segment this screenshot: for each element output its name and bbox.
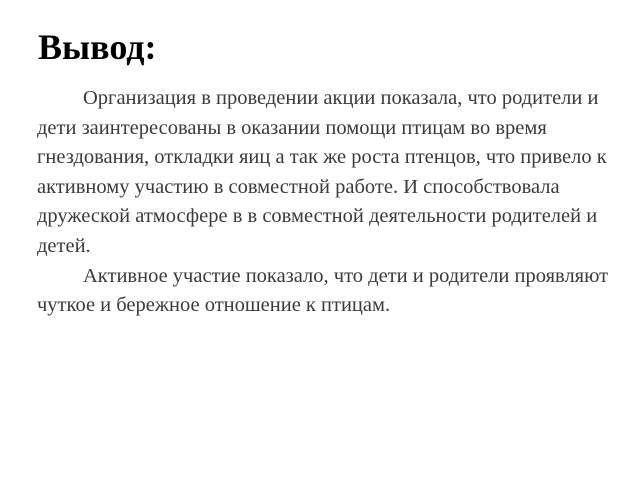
slide-body [37,84,617,321]
slide-title: Вывод: [38,27,157,67]
body-paragraph-1: Организация в проведении акции показала, что родители и дети заинтересованы в оказании помощи птицам во время гнездования, откладки яиц а так же роста птенцов, что привело к активному участию в совместной работе. И способствовала дружеской атмосфере в в совместной деятельности родителей и детей. [37,87,607,257]
body-paragraph-2: Активное участие показало, что дети и родители проявляют чуткое и бережное отношение к птицам. [37,264,609,317]
